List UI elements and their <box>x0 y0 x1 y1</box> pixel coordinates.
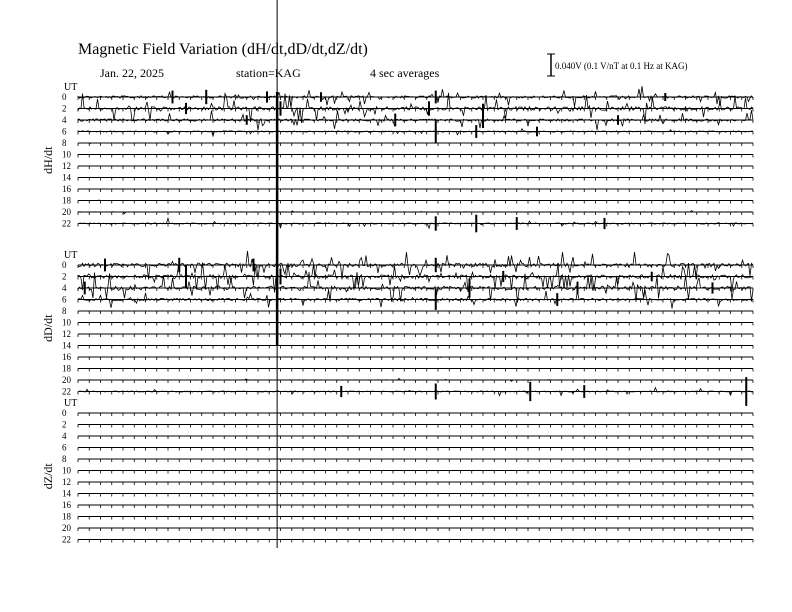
hour-tick-label: 8 <box>62 306 67 316</box>
hour-tick-label: 18 <box>62 511 71 522</box>
panel-label-dd-dt: dD/dt <box>41 314 55 342</box>
scale-bar <box>547 54 555 76</box>
hour-tick-label: 10 <box>62 465 71 476</box>
ut-label: UT <box>64 82 78 93</box>
panels-group <box>41 0 753 548</box>
hour-tick-label: 6 <box>62 126 67 137</box>
hour-tick-label: 6 <box>62 442 67 453</box>
hour-tick-label: 8 <box>62 454 67 464</box>
hour-tick-label: 8 <box>62 138 67 148</box>
hour-tick-label: 10 <box>62 317 71 328</box>
hour-tick-label: 20 <box>62 207 71 217</box>
chart-title: Magnetic Field Variation (dH/dt,dD/dt,dZ/dt) <box>78 41 368 58</box>
ut-label: UT <box>64 398 78 409</box>
hour-tick-label: 14 <box>62 172 71 183</box>
hour-tick-label: 4 <box>62 431 67 441</box>
hour-tick-label: 4 <box>62 115 67 125</box>
hour-tick-label: 18 <box>62 363 71 374</box>
station-label: station=KAG <box>236 66 301 80</box>
panel-label-dh-dt: dH/dt <box>41 146 55 174</box>
hour-tick-label: 22 <box>62 386 71 397</box>
hour-tick-label: 0 <box>62 260 67 270</box>
hour-tick-label: 16 <box>62 352 71 362</box>
hour-tick-label: 2 <box>62 103 67 114</box>
hour-tick-label: 4 <box>62 283 67 293</box>
hour-tick-label: 12 <box>62 329 71 339</box>
hour-tick-label: 12 <box>62 161 71 171</box>
trace-line <box>78 200 753 201</box>
trace-line <box>78 143 753 144</box>
averaging-label: 4 sec averages <box>370 66 440 80</box>
hour-tick-label: 14 <box>62 488 71 499</box>
hour-tick-label: 20 <box>62 375 71 385</box>
date-label: Jan. 22, 2025 <box>100 66 164 80</box>
hour-tick-label: 2 <box>62 271 67 282</box>
hour-tick-label: 14 <box>62 340 71 351</box>
ut-label: UT <box>64 250 78 261</box>
hour-tick-label: 16 <box>62 500 71 510</box>
scale-bar-label: 0.040V (0.1 V/nT at 0.1 Hz at KAG) <box>555 61 688 71</box>
hour-tick-label: 12 <box>62 477 71 487</box>
hour-tick-label: 10 <box>62 149 71 160</box>
hour-tick-label: 6 <box>62 294 67 305</box>
hour-tick-label: 18 <box>62 195 71 206</box>
hour-tick-label: 22 <box>62 218 71 229</box>
hour-tick-label: 2 <box>62 419 67 430</box>
hour-tick-label: 0 <box>62 408 67 418</box>
hour-tick-label: 20 <box>62 523 71 533</box>
hour-tick-label: 22 <box>62 534 71 545</box>
panel-label-dz-dt: dZ/dt <box>41 463 55 490</box>
hour-tick-label: 0 <box>62 92 67 102</box>
hour-tick-label: 16 <box>62 184 71 194</box>
